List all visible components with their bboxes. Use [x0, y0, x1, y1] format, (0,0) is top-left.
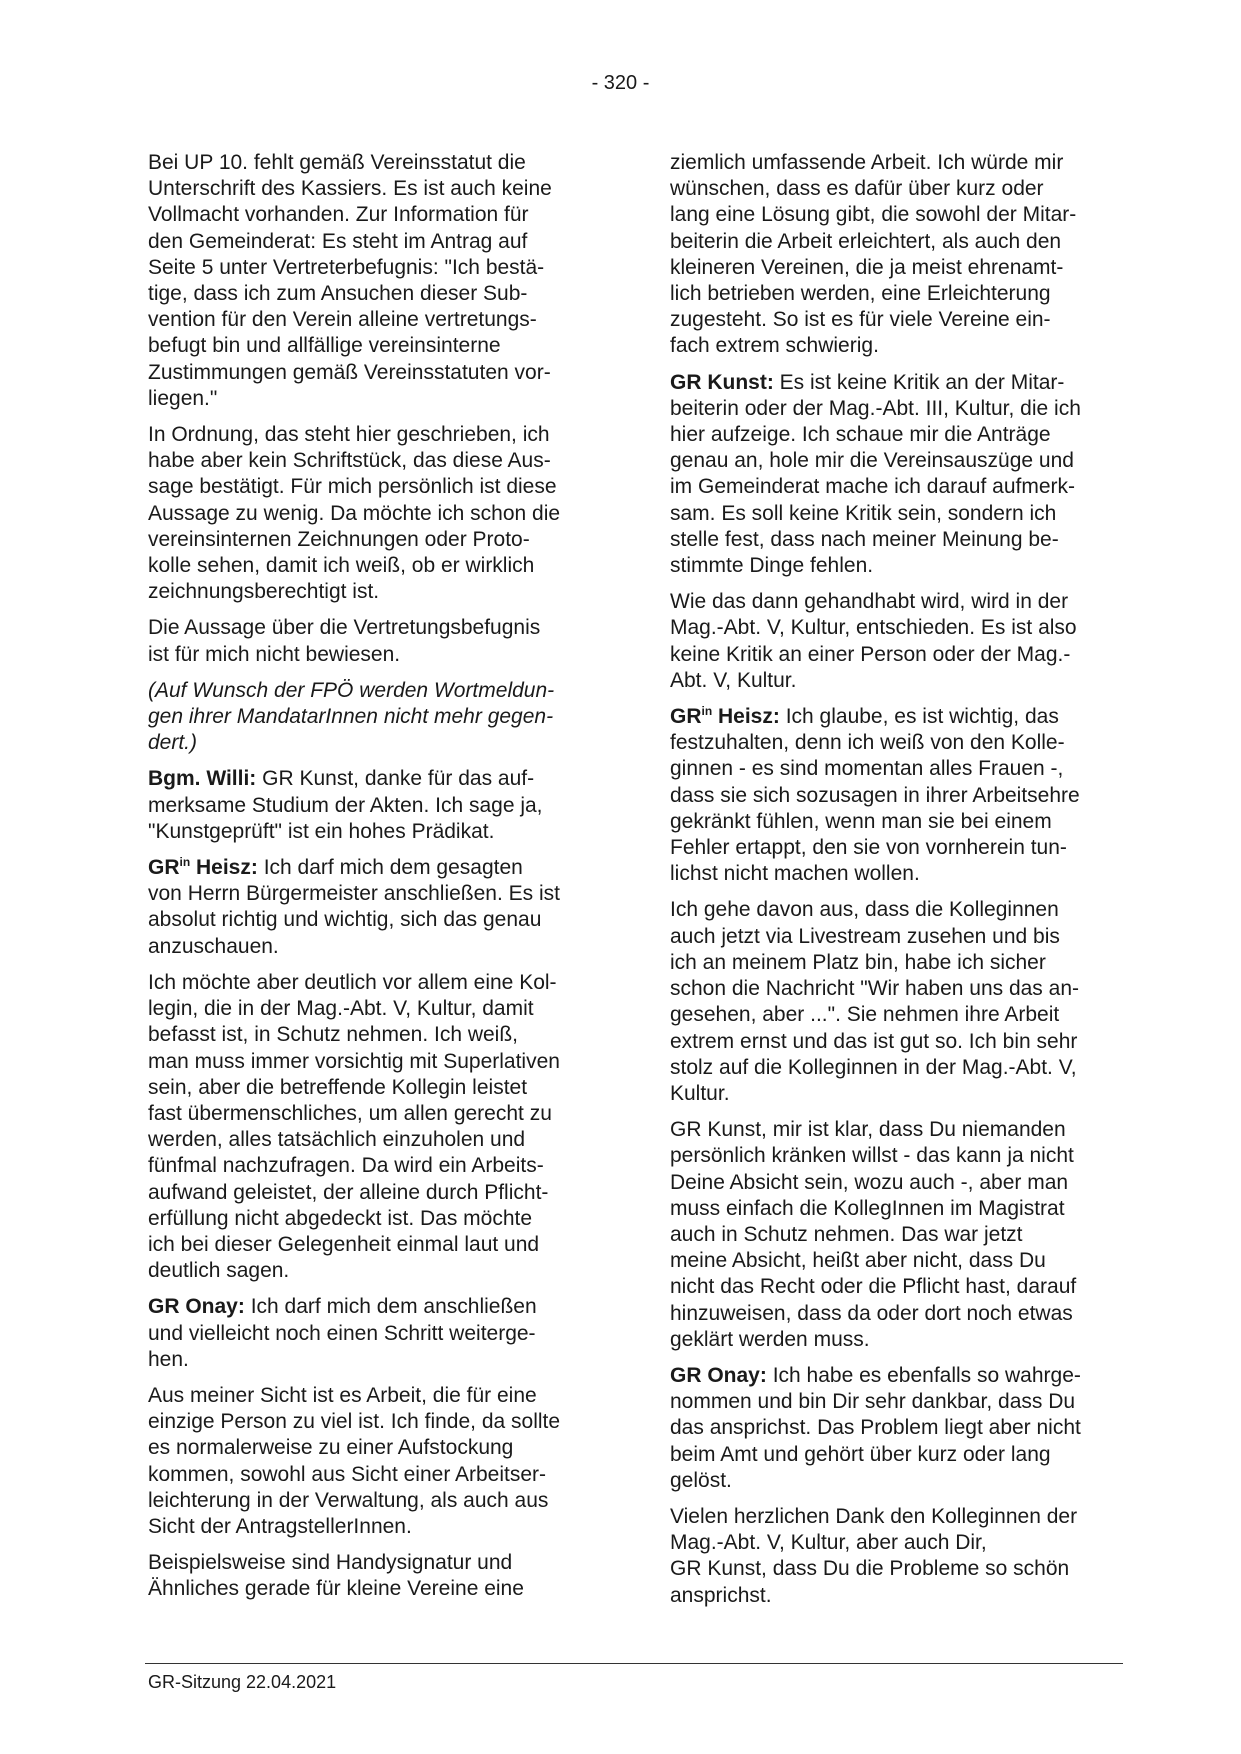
text-line: sein, aber die betreffende Kollegin leistet [148, 1075, 528, 1099]
text-line: den Gemeinderat: Es steht im Antrag auf [148, 229, 528, 253]
paragraph [670, 150, 1120, 360]
text-line: beiterin oder der Mag.-Abt. III, Kultur, die ich [670, 396, 1081, 420]
text-line: wünschen, dass es dafür über kurz oder [670, 177, 1044, 201]
text-line: befugt bin und allfällige vereinsinterne [148, 334, 501, 358]
text-line: habe aber kein Schriftstück, das diese Aus- [148, 449, 551, 473]
footer-session-date: GR-Sitzung 22.04.2021 [148, 1672, 337, 1692]
paragraph [148, 150, 598, 412]
text-line: Mag.-Abt. V, Kultur, aber auch Dir, [670, 1531, 987, 1555]
text-line: extrem ernst und das ist gut so. Ich bin sehr [670, 1029, 1078, 1053]
text-line: GR Kunst, danke für das auf- [256, 767, 535, 791]
text-line: ist für mich nicht bewiesen. [148, 642, 401, 666]
text-line: sage bestätigt. Für mich persönlich ist diese [148, 475, 557, 499]
text-line: lich betrieben werden, eine Erleichterung [670, 282, 1051, 306]
text-line: dass sie sich sozusagen in ihrer Arbeitsehre [670, 783, 1080, 807]
text-line: Es ist keine Kritik an der Mitar- [773, 370, 1065, 394]
text-line: Mag.-Abt. V, Kultur, entschieden. Es ist also [670, 616, 1077, 640]
text-line: genau an, hole mir die Vereinsauszüge und [670, 449, 1074, 473]
text-line: auch in Schutz nehmen. Das war jetzt [670, 1222, 1023, 1246]
text-line: zeichnungsberechtigt ist. [148, 580, 380, 604]
speaker-name: GR Onay: [148, 1295, 245, 1319]
text-line: GR Kunst, mir ist klar, dass Du niemanden [670, 1118, 1066, 1142]
text-line: beiterin die Arbeit erleichtert, als auch den [670, 229, 1062, 253]
text-line: lichst nicht machen wollen. [670, 862, 920, 886]
text-line: nommen und bin Dir sehr dankbar, dass Du [670, 1390, 1076, 1414]
text-line: zugesteht. So ist es für viele Vereine ein- [670, 308, 1051, 332]
text-line: es normalerweise zu einer Aufstockung [148, 1436, 514, 1460]
text-line: legin, die in der Mag.-Abt. V, Kultur, damit [148, 997, 534, 1021]
text-line: kommen, sowohl aus Sicht einer Arbeitser- [148, 1462, 547, 1486]
paragraph [148, 1294, 598, 1373]
text-line: gelöst. [670, 1468, 732, 1492]
text-line: man muss immer vorsichtig mit Superlativen [148, 1049, 560, 1073]
text-line: gekränkt fühlen, wenn man sie bei einem [670, 809, 1052, 833]
text-line: aufwand geleistet, der alleine durch Pflicht- [148, 1180, 549, 1204]
text-line: deutlich sagen. [148, 1259, 290, 1283]
text-line: Die Aussage über die Vertretungsbefugnis [148, 616, 541, 640]
text-line: Aussage zu wenig. Da möchte ich schon die [148, 501, 561, 525]
paragraph [670, 1363, 1120, 1494]
text-line: vereinsinternen Zeichnungen oder Proto- [148, 527, 530, 551]
speaker-name: GR Onay: [670, 1363, 767, 1387]
text-line: auch jetzt via Livestream zusehen und bis [670, 924, 1060, 948]
speaker-name: Bgm. Willi: [148, 767, 257, 791]
text-line: Ähnliches gerade für kleine Vereine eine [148, 1577, 524, 1601]
text-line: Ich darf mich dem gesagten [257, 856, 523, 880]
paragraph [148, 1550, 598, 1602]
text-line: meine Absicht, heißt aber nicht, dass Du [670, 1249, 1046, 1273]
text-line: werden, alles tatsächlich einzuholen und [148, 1128, 526, 1152]
text-line: stelle fest, dass nach meiner Meinung be- [670, 527, 1059, 551]
paragraph [148, 678, 598, 757]
text-line: anzuschauen. [148, 934, 279, 958]
text-line: ich an meinem Platz bin, habe ich sicher [670, 950, 1046, 974]
text-line: In Ordnung, das steht hier geschrieben, ich [148, 423, 550, 447]
text-line: geklärt werden muss. [670, 1327, 870, 1351]
text-line: keine Kritik an einer Person oder der Mag.- [670, 642, 1071, 666]
text-line: Ich möchte aber deutlich vor allem eine Kol- [148, 970, 557, 994]
paragraph [670, 1117, 1120, 1353]
text-line: liegen." [148, 386, 218, 410]
text-line: (Auf Wunsch der FPÖ werden Wortmeldun- [148, 678, 555, 702]
paragraph [670, 704, 1120, 887]
text-line: ziemlich umfassende Arbeit. Ich würde mir [670, 151, 1064, 174]
text-line: GR Kunst, dass Du die Probleme so schön [670, 1557, 1070, 1581]
text-line: das ansprichst. Das Problem liegt aber nicht [670, 1416, 1081, 1440]
speaker-name: GR Kunst: [670, 370, 774, 394]
text-line: Deine Absicht sein, wozu auch -, aber man [670, 1170, 1069, 1194]
text-line: Ich habe es ebenfalls so wahrge- [766, 1363, 1081, 1387]
text-line: hier aufzeige. Ich schaue mir die Anträge [670, 423, 1051, 447]
text-line: stimmte Dinge fehlen. [670, 554, 874, 578]
text-line: Ich glaube, es ist wichtig, das [779, 705, 1059, 729]
paragraph [148, 855, 598, 960]
text-line: Ich darf mich dem anschließen [244, 1295, 537, 1319]
text-line: fünfmal nachzufragen. Da wird ein Arbeits- [148, 1154, 544, 1178]
text-line: kolle sehen, damit ich weiß, ob er wirklich [148, 554, 535, 578]
text-line: Ich gehe davon aus, dass die Kolleginnen [670, 898, 1059, 922]
paragraph [148, 766, 598, 845]
page-number: - 320 - [591, 72, 650, 94]
text-line: beim Amt und gehört über kurz oder lang [670, 1442, 1051, 1466]
text-line: Aus meiner Sicht ist es Arbeit, die für eine [148, 1383, 537, 1407]
text-line: fast übermenschliches, um allen gerecht zu [148, 1101, 552, 1125]
speaker-name: $GR^{in}$ Heisz: [670, 704, 780, 729]
text-line: Zustimmungen gemäß Vereinsstatuten vor- [148, 360, 551, 384]
text-line: gen ihrer MandatarInnen nicht mehr gegen- [148, 705, 554, 729]
text-line: befasst ist, in Schutz nehmen. Ich weiß, [148, 1023, 519, 1047]
paragraph [148, 422, 598, 605]
text-line: hen. [148, 1347, 189, 1371]
text-line: erfüllung nicht abgedeckt ist. Das möchte [148, 1206, 533, 1230]
text-line: vention für den Verein alleine vertretungs- [148, 308, 537, 332]
text-line: schon die Nachricht "Wir haben uns das an- [670, 977, 1079, 1001]
text-line: gesehen, aber ...". Sie nehmen ihre Arbeit [670, 1003, 1060, 1027]
text-line: leichterung in der Verwaltung, als auch aus [148, 1488, 549, 1512]
text-line: tige, dass ich zum Ansuchen dieser Sub- [148, 282, 528, 306]
text-line: stolz auf die Kolleginnen in der Mag.-Abt. V, [670, 1055, 1077, 1079]
paragraph [670, 370, 1120, 580]
text-line: Seite 5 unter Vertreterbefugnis: "Ich bestä- [148, 255, 545, 279]
text-line: Bei UP 10. fehlt gemäß Vereinsstatut die [148, 151, 526, 174]
text-line: Vollmacht vorhanden. Zur Information für [148, 203, 529, 227]
text-line: Sicht der AntragstellerInnen. [148, 1514, 412, 1538]
text-line: von Herrn Bürgermeister anschließen. Es ist [148, 882, 560, 906]
text-line: hinzuweisen, dass da oder dort noch etwas [670, 1301, 1073, 1325]
text-line: Fehler ertappt, den sie von vornherein tun- [670, 836, 1067, 860]
text-line: absolut richtig und wichtig, sich das genau [148, 908, 542, 932]
left-column [148, 150, 598, 1613]
speaker-name: $GR^{in}$ Heisz: [148, 855, 258, 880]
text-line: ginnen - es sind momentan alles Frauen -, [670, 757, 1064, 781]
text-line: Wie das dann gehandhabt wird, wird in der [670, 590, 1069, 614]
right-column [670, 150, 1120, 1619]
text-line: lang eine Lösung gibt, die sowohl der Mitar- [670, 203, 1077, 227]
text-line: muss einfach die KollegInnen im Magistrat [670, 1196, 1065, 1220]
paragraph [148, 615, 598, 667]
text-line: im Gemeinderat mache ich darauf aufmerk- [670, 475, 1075, 499]
text-line: "Kunstgeprüft" ist ein hohes Prädikat. [148, 819, 495, 843]
text-line: Kultur. [670, 1081, 730, 1105]
text-line: dert.) [148, 731, 198, 755]
paragraph [148, 1383, 598, 1540]
text-line: einzige Person zu viel ist. Ich finde, da sollte [148, 1410, 561, 1434]
text-line: kleineren Vereinen, die ja meist ehrenamt- [670, 255, 1064, 279]
paragraph [670, 1504, 1120, 1609]
text-line: Beispielsweise sind Handysignatur und [148, 1551, 513, 1575]
text-line: Unterschrift des Kassiers. Es ist auch keine [148, 177, 552, 201]
paragraph [148, 970, 598, 1284]
text-line: sam. Es soll keine Kritik sein, sondern ich [670, 501, 1057, 525]
text-line: festzuhalten, denn ich weiß von den Kolle- [670, 731, 1065, 755]
text-line: nicht das Recht oder die Pflicht hast, darauf [670, 1275, 1077, 1299]
text-line: Abt. V, Kultur. [670, 668, 797, 692]
paragraph [670, 589, 1120, 694]
text-line: ich bei dieser Gelegenheit einmal laut und [148, 1232, 540, 1256]
footer-divider [145, 1663, 1123, 1664]
text-line: fach extrem schwierig. [670, 334, 879, 358]
text-line: und vielleicht noch einen Schritt weiterge- [148, 1321, 536, 1345]
text-line: ansprichst. [670, 1583, 772, 1607]
text-line: Vielen herzlichen Dank den Kolleginnen der [670, 1504, 1078, 1528]
paragraph [670, 897, 1120, 1107]
text-line: persönlich kränken willst - das kann ja nicht [670, 1144, 1074, 1168]
text-line: merksame Studium der Akten. Ich sage ja, [148, 793, 543, 817]
